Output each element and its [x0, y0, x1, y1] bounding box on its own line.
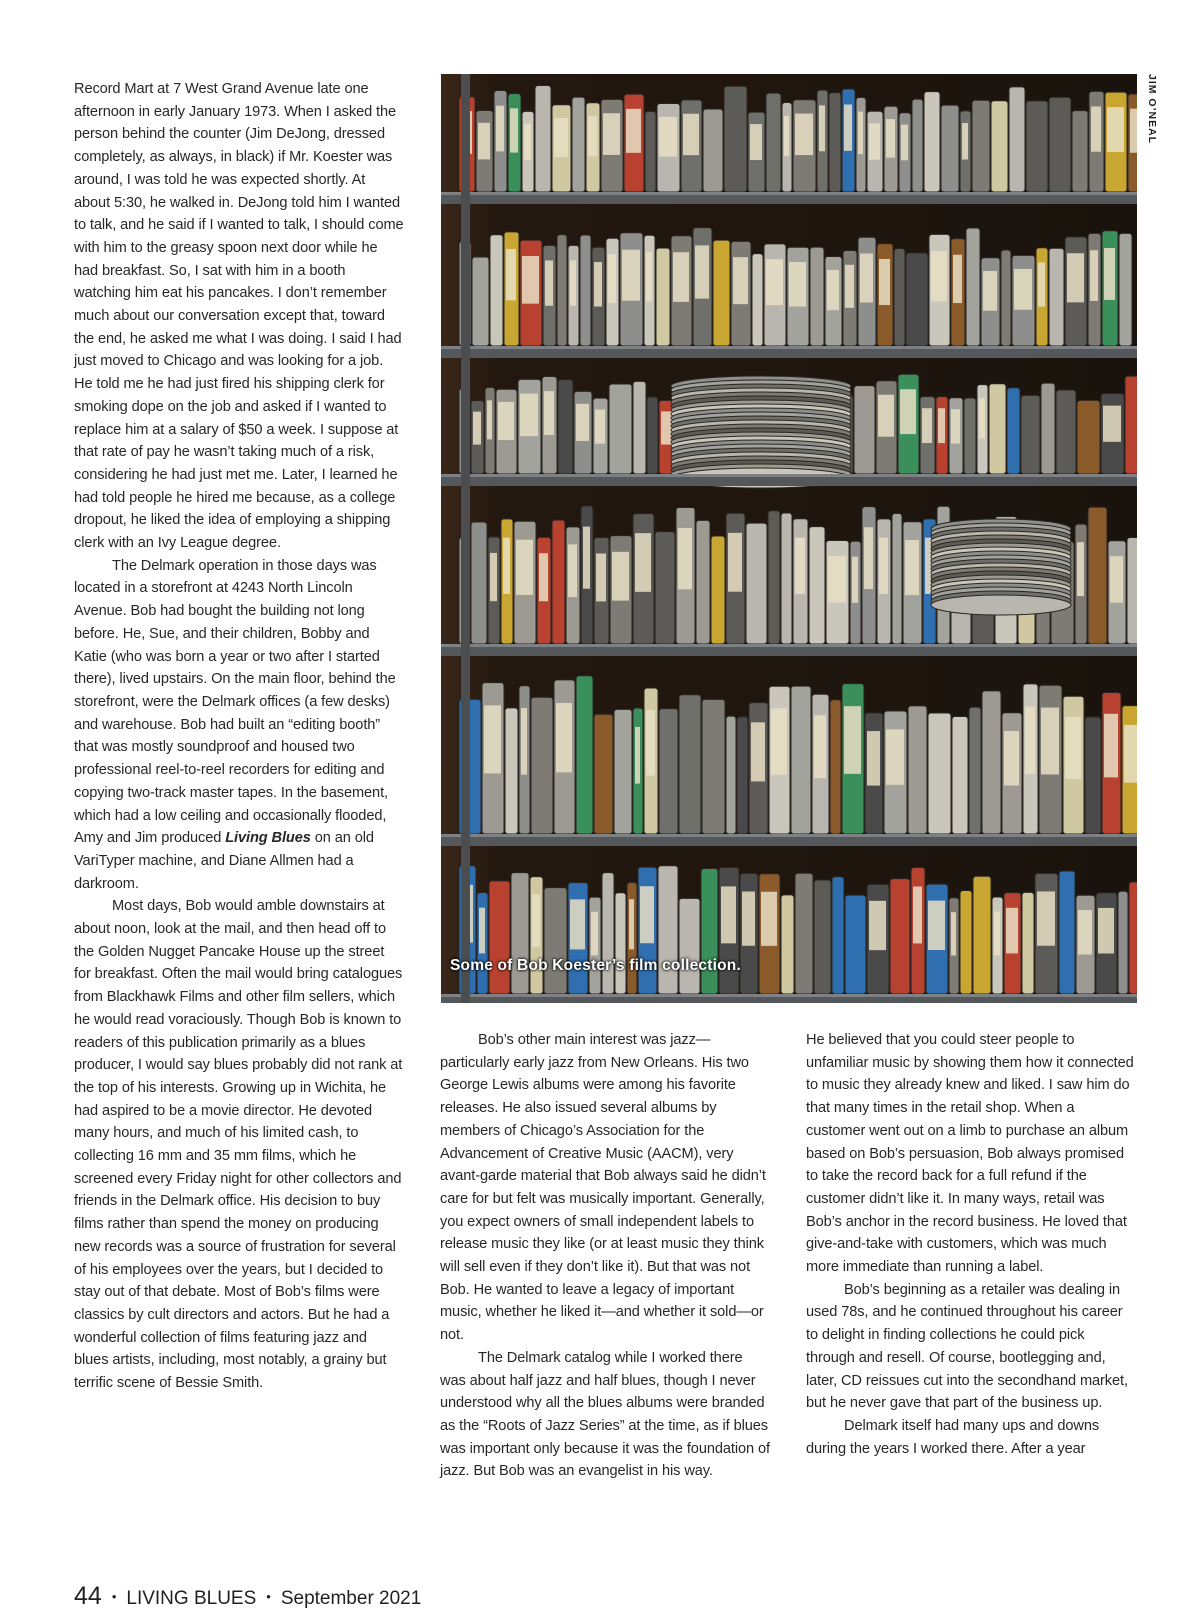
film-reel [576, 676, 593, 834]
reel-label [568, 544, 577, 597]
film-reel [472, 257, 489, 346]
body-paragraph: Bob’s beginning as a retailer was dealing in used 78s, and he continued throughout his career to delight in finding collections he could pick through and resell. Of course, bootlegging and, later, CD reissues cut into the secondhand market, but he never gave that part of the business up. [806, 1281, 1128, 1412]
film-reel [656, 248, 670, 346]
film-reel [906, 253, 928, 346]
shelf-edge [441, 994, 1137, 997]
reel-label [827, 270, 839, 310]
film-reel [1072, 111, 1088, 192]
reel-label [814, 715, 826, 778]
film-reel [781, 895, 794, 994]
paragraph-text: on an old VariTyper machine, and Diane Allmen had a darkroom. [74, 830, 374, 892]
film-reel [810, 247, 824, 346]
film-reel [781, 513, 792, 644]
reel-label [646, 252, 652, 302]
reel-label [858, 112, 863, 155]
reel-label [576, 404, 589, 441]
film-reel [746, 523, 767, 644]
film-reel [505, 708, 518, 834]
film-reel [702, 699, 725, 834]
reel-label [1124, 725, 1137, 783]
reel-label [556, 703, 572, 772]
reel-label [879, 259, 890, 305]
film-reel [1009, 87, 1025, 192]
film-reel [647, 397, 658, 474]
reel-label [646, 710, 655, 776]
right-column [806, 1029, 1136, 1460]
reel-label [860, 254, 873, 303]
reel-label [789, 262, 806, 306]
reel-label [750, 124, 762, 160]
reel-label [878, 395, 894, 437]
film-reel [966, 228, 980, 346]
reel-label [951, 912, 956, 955]
film-reel [894, 248, 905, 346]
reel-label [900, 389, 916, 434]
film-reel [609, 384, 632, 474]
middle-column [440, 1029, 770, 1483]
film-reel [633, 381, 646, 474]
reel-label [603, 113, 620, 155]
reel-label [521, 708, 527, 775]
film-reel [535, 85, 551, 192]
film-reel [696, 520, 710, 644]
photo-caption: Some of Bob Koester’s film collection. [450, 957, 741, 974]
reel-label [1103, 406, 1121, 442]
reel-label [1130, 109, 1137, 153]
film-reel [1041, 383, 1055, 474]
film-reel [1059, 871, 1075, 994]
reel-label [844, 104, 852, 150]
film-reel [1022, 892, 1034, 994]
film-reel [531, 697, 553, 834]
reel-label [766, 259, 783, 305]
film-reel [752, 254, 763, 346]
reel-label [1098, 908, 1114, 954]
reel-label [583, 527, 590, 589]
shelf-post [461, 74, 470, 1003]
issue-date: September 2021 [280, 1588, 422, 1609]
reel-label [879, 538, 888, 594]
magazine-name: LIVING BLUES [126, 1588, 257, 1609]
reel-label [608, 254, 616, 302]
reel-label [479, 908, 485, 954]
reel-label [635, 727, 640, 784]
film-reel [1118, 891, 1128, 994]
reel-label [626, 109, 641, 153]
reel-label [845, 265, 854, 308]
body-paragraph: He believed that you could steer people to unfamiliar music by showing them how it connected to music they already knew and liked. I saw him do that many times in the retail shop. When a customer went out on a limb to purchase an album based on Bob’s persuasion, Bob always promised to take the record back for a full refund if the customer didn’t like it. In many ways, retail was Bob’s anchor in the record business. He loved that give-and-take with customers, which was much more immediate than running a label. [806, 1032, 1134, 1276]
reel-label [1110, 556, 1123, 602]
reel-label [522, 256, 539, 304]
film-reel [1077, 400, 1100, 474]
reel-label [622, 250, 640, 301]
reel-label [1078, 910, 1092, 954]
film-reel [602, 873, 614, 994]
film-reel [854, 386, 875, 474]
film-reel [952, 717, 968, 834]
film-collection-photo [441, 74, 1137, 1003]
reel-label [869, 901, 886, 950]
film-reel [511, 873, 529, 994]
reel-label [591, 912, 598, 956]
film-reel [679, 898, 700, 994]
film-reel [1056, 390, 1076, 474]
film-reel [594, 714, 613, 834]
reel-label [484, 705, 501, 773]
reel-label [570, 899, 585, 949]
film-reel [924, 92, 940, 192]
reel-label [951, 409, 960, 443]
page-number: 44 [74, 1582, 102, 1610]
shelf-edge [441, 346, 1137, 349]
reel-label [1104, 248, 1115, 300]
reel-label [1077, 542, 1084, 596]
reel-label [1065, 717, 1081, 779]
film-reel [703, 109, 723, 192]
footer-separator: • [266, 1589, 271, 1604]
film-reel [471, 522, 487, 644]
film-reel [552, 520, 565, 644]
reel-label [751, 722, 765, 781]
film-reel [928, 713, 951, 834]
film-reel [795, 873, 813, 994]
reel-label [938, 408, 945, 443]
reel-label [819, 105, 825, 151]
photo-credit: JIM O’NEAL [1146, 74, 1158, 145]
reel-label [659, 117, 677, 157]
shelf-edge [441, 192, 1137, 195]
reel-label [1090, 250, 1098, 301]
reel-label [539, 553, 548, 601]
stacked-reel [931, 595, 1071, 615]
film-reel [960, 891, 972, 994]
reel-label [1004, 731, 1019, 786]
reel-label [570, 260, 576, 305]
film-reel [991, 101, 1008, 192]
reel-label [1091, 106, 1101, 151]
reel-label [640, 886, 654, 943]
reel-label [678, 528, 692, 589]
reel-label [612, 552, 629, 601]
reel-label [588, 116, 597, 156]
reel-label [544, 391, 554, 435]
film-reel [1119, 233, 1132, 346]
reel-label [931, 251, 947, 301]
reel-label [852, 557, 858, 603]
film-reel [679, 695, 701, 834]
reel-label [953, 255, 962, 303]
reel-label [524, 123, 531, 159]
film-reel [645, 111, 656, 192]
body-paragraph: The Delmark catalog while I worked there was about half jazz and half blues, though I never understood why all the blues albums were branded as the “Roots of Jazz Series” at the time, as if blues was important only because it was the foundation of jazz. But Bob was an evangelist in his way. [440, 1349, 770, 1480]
film-reel [973, 876, 991, 994]
reel-label [1104, 714, 1118, 778]
film-reel [982, 691, 1001, 834]
body-paragraph: Delmark itself had many ups and downs during the years I worked there. After a year [806, 1417, 1100, 1457]
reel-label [1067, 253, 1084, 302]
body-paragraph: Most days, Bob would amble downstairs at about noon, look at the mail, and then head off to the Golden Nugget Pancake House up the street for breakfast. Often the mail would bring catalogues from Blackhawk Films and other film sellers, which he would read voraciously. Though Bob is known to readers of this publication primarily as a blues producer, I would say blues probably did not rank at the top of his interests. Growing up in Wichita, he had aspired to be a movie director. He devoted many hours, and much of his limited cash, to collecting 16 mm and 35 mm films, which he screened every Friday night for other collectors and friends in the Delmark office. His decision to buy films rather than spend the money on producing new records was a source of frustration for several of his employees over the years, but I decided to stay out of that debate. Most of Bob’s films were classics by cult directors and actors. But he had a wonderful collection of films featuring jazz and blues artists, including, most notably, a grainy but terrific scene of Bessie Smith. [74, 898, 403, 1392]
reel-label [795, 114, 813, 156]
reel-label [922, 408, 932, 443]
shelf-edge [441, 834, 1137, 837]
film-reel [1049, 248, 1064, 346]
film-reel [713, 240, 730, 346]
reel-label [1025, 706, 1035, 774]
reel-label [733, 257, 748, 304]
reel-label [905, 540, 919, 595]
reel-label [784, 116, 789, 156]
film-reel [558, 380, 573, 474]
film-reel [1026, 101, 1048, 192]
reel-label [487, 400, 492, 439]
reel-label [869, 123, 880, 159]
film-reel [969, 707, 981, 834]
reel-label [886, 119, 895, 158]
film-reel [972, 100, 990, 192]
reel-label [498, 402, 514, 440]
film-reel [614, 709, 632, 834]
film-reel [964, 398, 976, 474]
reel-label [761, 892, 777, 946]
reel-label [979, 398, 985, 438]
page-footer [74, 1582, 421, 1612]
film-reel [845, 895, 866, 994]
reel-label [520, 394, 538, 437]
film-reel [655, 532, 675, 644]
film-reel [490, 235, 503, 346]
reel-label [503, 538, 510, 594]
reel-label [1041, 708, 1059, 775]
reel-label [913, 886, 922, 943]
film-reel [989, 384, 1006, 474]
film-reels-illustration [441, 74, 1137, 1003]
film-reel [1021, 395, 1040, 474]
film-reel [701, 868, 718, 994]
film-reel [1129, 882, 1137, 994]
reel-label [1014, 269, 1032, 310]
film-reel [544, 888, 567, 994]
reel-label [962, 123, 968, 160]
reel-label [1006, 908, 1018, 954]
film-reel [737, 717, 748, 834]
reel-label [928, 901, 945, 950]
film-reel [1001, 250, 1011, 346]
reel-label [510, 108, 518, 152]
body-paragraph: Bob’s other main interest was jazz—particularly early jazz from New Orleans. His two George Lewis albums were among his favorite releases. He also issued several albums by members of Chicago’s Association for the Advancement of Creative Music (AACM), very avant-garde material that Bob always said he didn’t care for but felt was musically important. Generally, you expect owners of small independent labels to release music they like (or at least music they think will sell even if they don’t like it). But that was not Bob. He wanted to leave a legacy of important music, whether he liked it—and whether it sold—or not. [440, 1032, 766, 1344]
shelf-edge [441, 474, 1137, 477]
film-reel [829, 93, 841, 192]
reel-label [545, 260, 553, 305]
reel-label [983, 271, 997, 311]
body-paragraph [74, 555, 404, 896]
film-reel [1049, 97, 1071, 192]
reel-label [1037, 891, 1055, 945]
reel-label [867, 731, 880, 785]
publication-title: Living Blues [225, 830, 311, 847]
film-reel [830, 700, 841, 834]
film-reel [912, 99, 923, 192]
reel-label [901, 125, 908, 161]
film-reel [791, 686, 811, 834]
footer-separator: • [111, 1589, 117, 1604]
reel-label [795, 538, 805, 594]
film-reel [832, 877, 844, 994]
reel-label [496, 106, 504, 152]
film-reel [892, 513, 902, 644]
reel-label [594, 262, 602, 306]
reel-label [864, 527, 873, 589]
film-reel [768, 511, 780, 644]
reel-label [532, 894, 540, 947]
film-reel [1088, 507, 1107, 644]
film-reel [890, 879, 910, 994]
reel-label [673, 252, 689, 302]
reel-label [683, 114, 699, 155]
film-reel [711, 536, 725, 644]
film-reel [572, 97, 585, 192]
film-reel [766, 93, 781, 192]
film-reel [659, 709, 678, 834]
film-reel [615, 893, 626, 994]
reel-label [554, 118, 568, 157]
film-reel [1085, 717, 1101, 834]
left-column [74, 78, 404, 1395]
reel-label [490, 553, 497, 601]
reel-label [828, 556, 846, 603]
film-reel [557, 235, 567, 346]
film-reel [1125, 376, 1137, 474]
reel-label [886, 729, 904, 784]
reel-label [721, 886, 736, 943]
reel-label [506, 249, 516, 300]
reel-label [635, 533, 651, 592]
reel-label [742, 892, 755, 946]
film-reel [814, 880, 831, 994]
reel-label [596, 553, 606, 601]
film-reel [1007, 388, 1020, 474]
film-reel [580, 235, 591, 346]
reel-label [473, 412, 481, 445]
reel-label [478, 123, 490, 160]
reel-label [844, 706, 861, 774]
reel-label [728, 533, 742, 592]
film-reel [941, 105, 959, 192]
film-reel [1127, 537, 1137, 644]
reel-label [516, 540, 533, 595]
film-reel [724, 86, 747, 192]
film-reel [809, 527, 825, 644]
reel-label [695, 245, 709, 298]
paragraph-text: The Delmark operation in those days was located in a storefront at 4243 North Lincoln Avenue. Bob had bought the building not long before. He, Sue, and their children, Bobby and Katie (who was born a year or two after I started there), lived upstairs. On the main floor, behind the storefront, were the Delmark offices (a few desks) and warehouse. Bob had built an “editing booth” that was mostly soundproof and housed two professional reel-to-reel recorders for editing and copying two-track master tapes. In the basement, which had a low ceiling and occasionally flooded, Amy and Jim produced [74, 557, 396, 847]
reel-label [629, 899, 634, 949]
body-paragraph: Record Mart at 7 West Grand Avenue late one afternoon in early January 1973. When I asked the person behind the counter (Jim DeJong, dressed completely, as always, in black) if Mr. Koester was around, I was told he was expected shortly. At about 5:30, he walked in. DeJong told him I wanted to talk, and he said if I wanted to talk, I should come with him to the greasy spoon next door while he had breakfast. So, I sat with him in a booth watching him eat his pancakes. I don’t remember much about our conversation except that, toward the end, he asked me what I was doing. I said I had just moved to Chicago and was looking for a job. He told me he had just fired his shipping clerk for smoking dope on the job and asked if I wanted to replace him at a salary of $50 a week. I suppose at that rate of pay he wasn’t taking much of a risk, considering he had just met me. Later, I learned he had told people he hired me because, as a college dropout, he liked the idea of employing a shipping clerk with an Ivy League degree. [74, 81, 404, 552]
film-reel [908, 706, 927, 834]
reel-label [1038, 262, 1045, 306]
reel-label [994, 912, 1000, 956]
reel-label [771, 708, 787, 775]
film-reel [489, 881, 510, 994]
film-reel [726, 716, 736, 834]
reel-label [1107, 107, 1124, 152]
reel-label [595, 410, 605, 444]
shelf-edge [441, 644, 1137, 647]
